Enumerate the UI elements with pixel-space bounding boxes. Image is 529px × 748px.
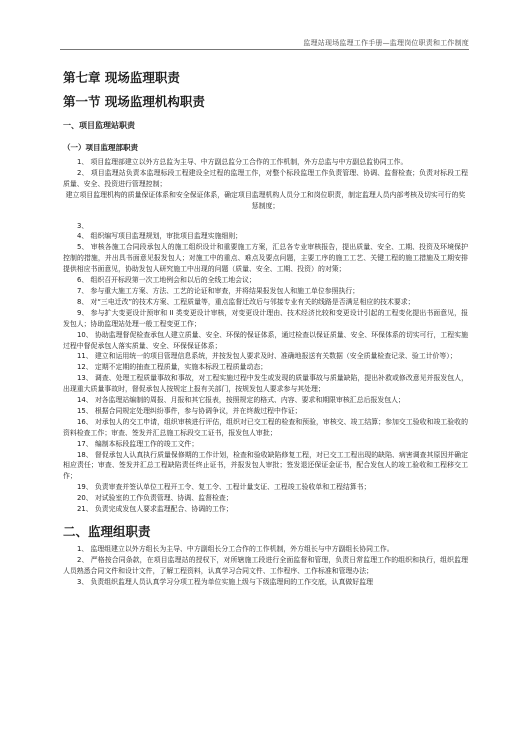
- page-content: [63, 69, 468, 588]
- duties-list-2: [63, 544, 468, 588]
- duty-paragraph: 1、 监理组建立以外方组长为主导、中方副组长分工合作的工作机制，外方组长与中方副组长协同工作。: [77, 545, 394, 553]
- duty-paragraph: 13、 调查、处理工程质量事故和事故，对工程实施过程中发生或发现的质量事故与质量缺陷，提出补救或修改意见并报发包人，出现重大质量事故时，督促承包人按规定上报有关部门，按规发包人要求参与其处理；: [63, 374, 468, 394]
- section-2-title: 二、监理组职责: [63, 524, 151, 539]
- duty-paragraph: 3、 负责组织监理人员认真学习分项工程为单位实施上级与下级监理间的工作交底，认真做好监理: [77, 577, 373, 586]
- duty-paragraph: 11、 建立和运用统一的项目管理信息系统，并按发包人要求及时、准确地报送有关数据（安全质量检查记录、验工计价等）；: [77, 352, 457, 361]
- duties-list-1: [63, 157, 468, 515]
- section-title: 第一节 现场监理机构职责: [63, 94, 205, 109]
- duty-paragraph: 15、 根据合同规定处理纠纷事件，参与协调争议，并在终裁过程中作证；: [77, 406, 302, 415]
- duty-paragraph: 19、 负责审查并签认单位工程开工令、复工令、工程计量支证、工程竣工验收单和工程结算书；: [77, 483, 371, 492]
- duty-paragraph: 4、 组织编写项目监理规划，审批项目监理实施细则；: [77, 232, 243, 241]
- duty-paragraph: 建立项目监理机构的质量保证体系和安全保证体系，确定项目监理机构人员分工和岗位职责，制定监理人员内部考核及切实可行的奖惩制度；: [65, 190, 466, 210]
- chapter-title: 第七章 现场监理职责: [63, 70, 180, 85]
- duty-paragraph: 18、 督促承包人认真执行质量保修期的工作计划，检查和验收缺陷修复工程，对已交工工程出现的缺陷、病害调查其原因并确定相应责任；审查、签发并汇总工程缺陷责任终止证书，并报发包人审批；签发退还保证金证书，配合发包人的竣工验收和工程移交工作；: [63, 450, 468, 481]
- duty-paragraph: 3、: [77, 221, 89, 230]
- subsubsection-heading: （一）项目监理部职责: [63, 143, 138, 152]
- duty-paragraph: 21、 负责完成发包人要求监理配合、协调的工作；: [77, 505, 233, 514]
- duty-paragraph: 6、 组织召开标段第一次工地例会和以后的全线工地会议；: [77, 276, 256, 285]
- duty-paragraph: 1、 项目监理部建立以外方总监为主导、中方副总监分工合作的工作机制，外方总监与中方副总监协同工作。: [77, 158, 408, 166]
- duty-paragraph: 2、 项目监理站负责本监理标段工程建设全过程的监理工作，对整个标段监理工作负责管理、协调、监督检查；负责对标段工程质量、安全、投资进行管理控制；: [63, 168, 468, 188]
- duty-paragraph: 9、 参与扩大变更设计预审和 II 类变更设计审核，对变更设计理由、技术经济比较和变更设计引起的工程变化提出书面意见，报发包人；协助监理站处理一般工程变更工作；: [63, 308, 468, 328]
- duty-paragraph: 20、 对试验室的工作负责管理、协调、监督检查；: [77, 494, 233, 503]
- duty-paragraph: 16、 对承包人的交工申请，组织审核进行评估，组织对已交工程的检查和预验，审核交、竣工结算；参加交工验收和竣工验收的资料检查工作；审查、签发并汇总施工标段交工证书，报发包人审批；: [63, 417, 468, 437]
- duty-paragraph: 7、 参与重大施工方案、方法、工艺的论证和审查，并将结果报发包人和施工单位参照执行；: [77, 286, 360, 295]
- duty-paragraph: 12、 定期不定期的抽查工程质量，实施本标段工程质量动态；: [77, 363, 268, 372]
- duty-paragraph: 2、 严格按合同条款，在项目监理站的授权下，对所辖施工段进行全面监督和管理，负责日常监理工作的组织和执行，组织监理人员熟悉合同文件和设计文件，了解工程资料，认真学习合同文件、工作程序、工作标准和管理办法；: [63, 555, 468, 575]
- duty-paragraph: 8、 对“三电迁改”的技术方案、工程质量等，重点监督迁改后与邻接专业有关的线路是否满足相应的技术要求；: [77, 297, 415, 306]
- subsection-heading: 一、项目监理站职责: [63, 121, 135, 130]
- running-header: 监理站现场监理工作手册—监理岗位职责和工作制度: [303, 39, 469, 47]
- duty-paragraph: 17、 编制本标段监理工作的竣工文件；: [77, 439, 199, 448]
- duty-paragraph: 10、 协助监理督促检查承包人建立质量、安全、环保的保证体系，通过检查以保证质量、安全、环保体系的切实可行，工程实施过程中督促承包人落实质量、安全、环保保证体系；: [63, 330, 468, 350]
- header-rule: [60, 49, 469, 50]
- duty-paragraph: 5、 审核各施工合同段承包人的施工组织设计和重要施工方案，汇总各专业审核报告，提出质量、安全、工期、投资及环境保护控制的措施，并出具书面意见报发包人；对施工中的重点、难点及要点问题，主要工序的施工工艺、关键工程的施工措施及工期安排提供相应书面意见，协助发包人研究施工中出现的问题（质量、安全、工期、投资）的对策；: [63, 243, 468, 274]
- duty-paragraph: 14、 对各监理站编制的周报、月报和其它报表，按照规定的格式、内容、要求和期限审核汇总后报发包人；: [77, 396, 405, 405]
